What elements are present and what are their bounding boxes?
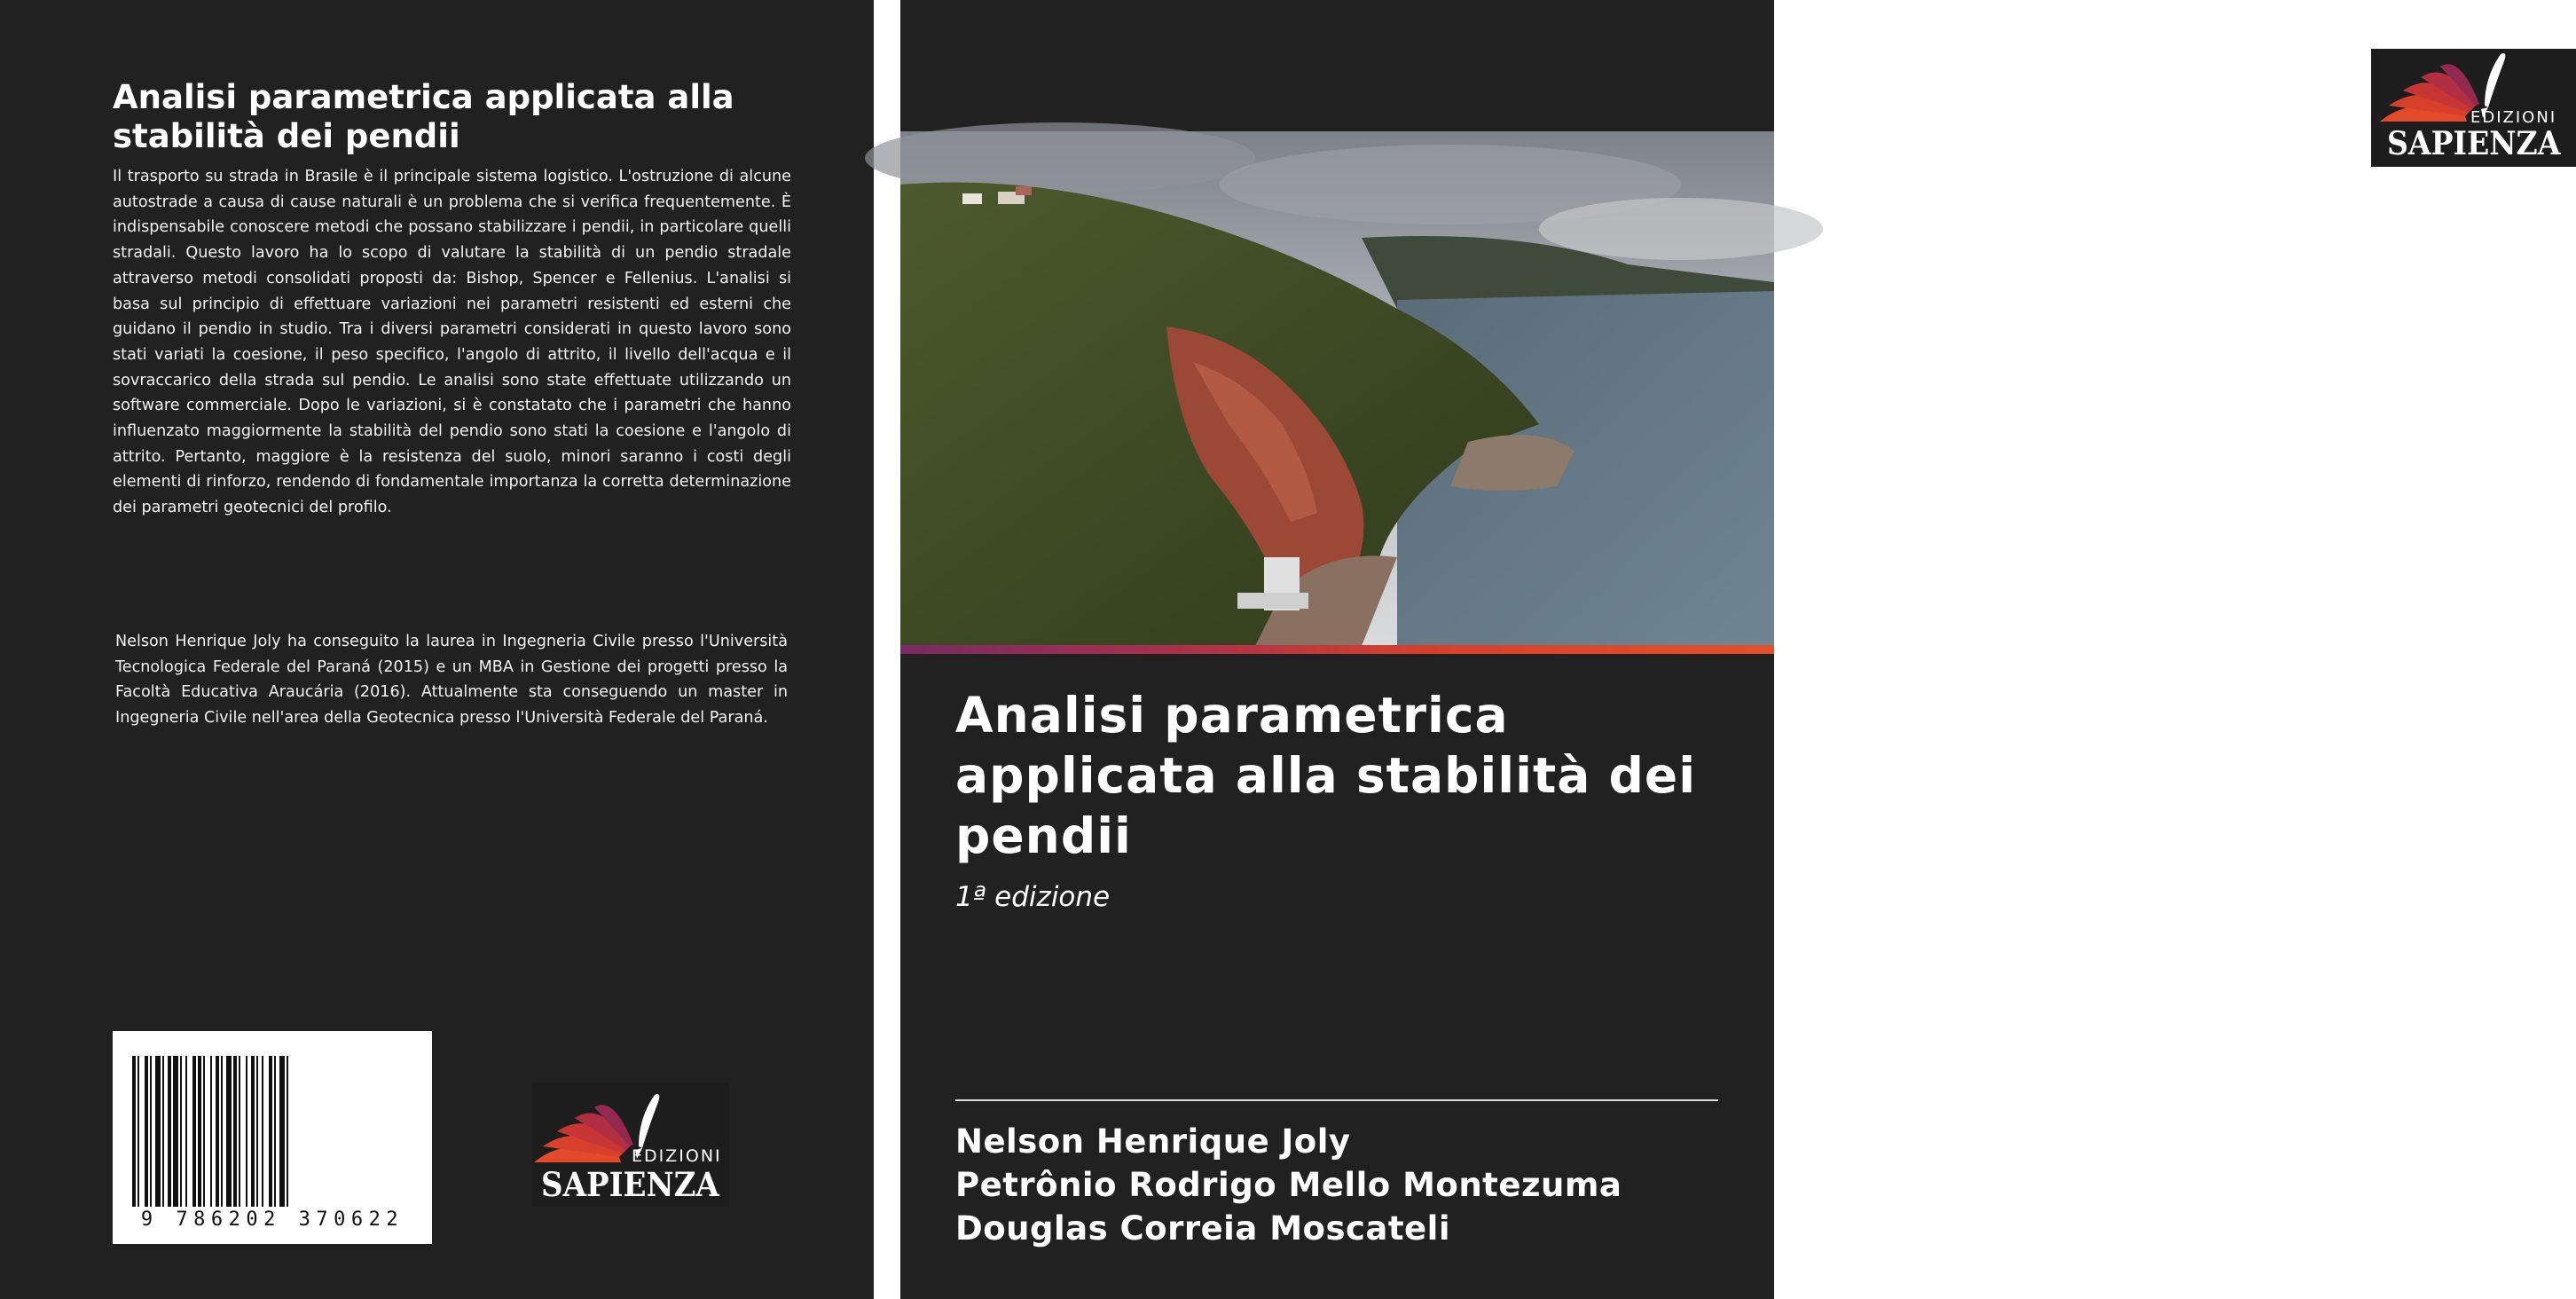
publisher-logo bbox=[532, 1082, 729, 1207]
author-list bbox=[955, 1120, 1622, 1250]
publisher-edizioni-label: EDIZIONI bbox=[632, 1146, 722, 1166]
cover-photo-coastal-cliff bbox=[900, 131, 1774, 646]
publisher-logo-front bbox=[2371, 49, 2576, 167]
edition-label: 1ª edizione bbox=[955, 881, 1111, 913]
isbn-number: 9 786202 370622 bbox=[140, 1208, 404, 1231]
quill-pen-icon bbox=[2485, 53, 2505, 107]
isbn-barcode bbox=[113, 1031, 432, 1244]
author-bio: Nelson Henrique Joly ha conseguito la laurea in Ingegneria Civile presso l'Università Tecnologica Federale del Paraná (2015) e un MBA in Gestione dei progetti presso la Facoltà Educativa Araucária (2016). Attualmente sta conseguendo un master in Ingegneria Civile nell'area della Geotecnica presso l'Università Federale del Paraná. bbox=[115, 633, 788, 728]
author-name: Douglas Correia Moscateli bbox=[955, 1209, 1451, 1248]
publisher-edizioni-label-front: EDIZIONI bbox=[2470, 108, 2557, 127]
back-cover-title: Analisi parametrica applicata alla stabilità dei pendii bbox=[113, 78, 734, 155]
author-divider bbox=[955, 1099, 1718, 1101]
publisher-name-front: SAPIENZA bbox=[2387, 125, 2561, 162]
front-cover-title: Analisi parametrica applicata alla stabilità dei pendii bbox=[955, 687, 1697, 864]
author-name: Petrônio Rodrigo Mello Montezuma bbox=[955, 1166, 1622, 1204]
publisher-name: SAPIENZA bbox=[541, 1165, 719, 1204]
author-name: Nelson Henrique Joly bbox=[955, 1122, 1351, 1161]
back-cover bbox=[0, 0, 874, 1299]
cover-accent-line bbox=[900, 645, 1774, 654]
back-cover-abstract: Il trasporto su strada in Brasile è il principale sistema logistico. L'ostruzione di alcune autostrade a causa di cause naturali è un problema che si verifica frequentemente. È indispensabile conoscere metodi che possano stabilizzare i pendii, in particolare quelli stradali. Questo lavoro ha lo scopo di valutare la stabilità di un pendio stradale attraverso metodi consolidati proposti da: Bishop, Spencer e Fellenius. L'analisi si basa sul principio di effettuare variazioni nei parametri resistenti ed esterni che guidano il pendio in studio. Tra i diversi parametri considerati in questo lavoro sono stati variati la coesione, il peso specifico, l'angolo di attrito, il livello dell'acqua e il sovraccarico della strada sul pendio. Le analisi sono state effettuate utilizzando un software commerciale. Dopo le variazioni, si è constatato che i parametri che hanno influenzato maggiormente la stabilità del pendio sono stati la coesione e l'angolo di attrito. Pertanto, maggiore è la resistenza del suolo, minori saranno i costi degli elementi di rinforzo, rendendo di fondamentale importanza la corretta determinazione dei parametri geotecnici del profilo. bbox=[113, 168, 791, 517]
quill-pen-icon bbox=[639, 1094, 659, 1148]
